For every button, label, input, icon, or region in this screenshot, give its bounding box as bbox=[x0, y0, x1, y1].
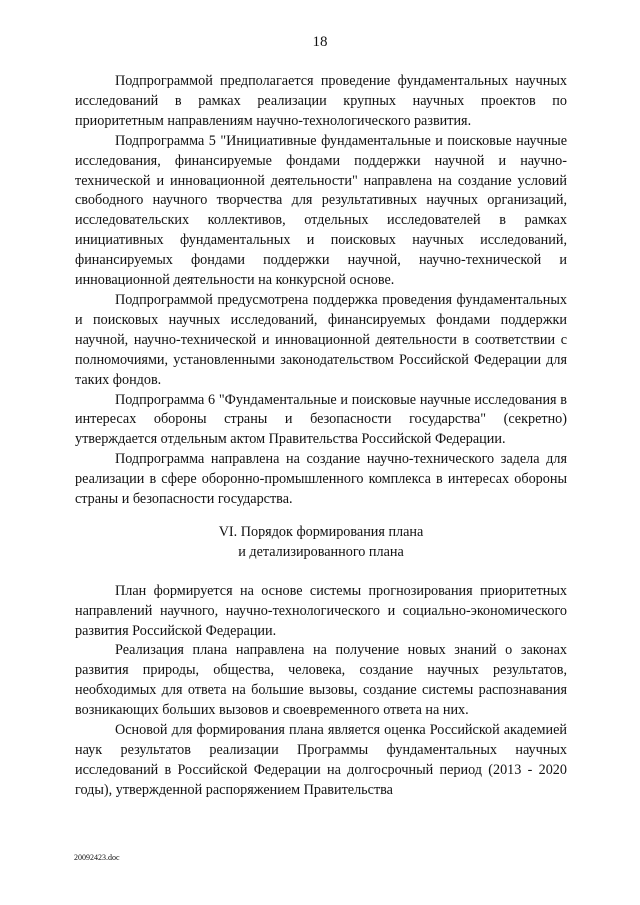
section-heading bbox=[75, 523, 567, 563]
paragraph: Подпрограммой предполагается проведение фундаментальных научных исследований в рамках реализации крупных научных проектов по приоритетным направлениям научно-технологического развития. bbox=[75, 73, 567, 129]
paragraph: Подпрограмма 5 "Инициативные фундаментальные и поисковые научные исследования, финансируемые фондами поддержки научной и научно-технической и инновационной деятельности" направлена на создание условий свободного научного творчества для результативных научных организаций, исследовательских коллективов, отдельных исследователей в рамках инициативных фундаментальных и поисковых научных исследований, финансируемых фондами поддержки научной, научно-технической и инновационной деятельности на конкурсной основе. bbox=[75, 132, 567, 289]
paragraph: Основой для формирования плана является оценка Российской академией наук результатов реализации Программы фундаментальных научных исследований в Российской Федерации на долгосрочный период (2013 - 2020 годы), утвержденной распоряжением Правительства bbox=[75, 722, 567, 798]
footer-filename: 20092423.doc bbox=[74, 853, 120, 862]
paragraph: Подпрограммой предусмотрена поддержка проведения фундаментальных и поисковых научных исследований, финансируемых фондами поддержки научной, научно-технической и инновационной деятельности в соответствии с полномочиями, установленными законодательством Российской Федерации для таких фондов. bbox=[75, 291, 567, 388]
paragraph: Подпрограмма 6 "Фундаментальные и поисковые научные исследования в интересах обороны страны и безопасности государства" (секретно) утверждается отдельным актом Правительства Российской Федерации. bbox=[75, 391, 567, 448]
paragraph: Реализация плана направлена на получение новых знаний о законах развития природы, общества, человека, создание научных результатов, необходимых для ответа на большие вызовы, создание системы распознавания возникающих больших вызовов и своевременного ответа на них. bbox=[75, 642, 567, 719]
section-heading-line: и детализированного плана bbox=[238, 543, 404, 560]
paragraph: План формируется на основе системы прогнозирования приоритетных направлений научного, научно-технологического и социально-экономического развития Российской Федерации. bbox=[75, 582, 567, 639]
paragraph: Подпрограмма направлена на создание научно-технического задела для реализации в сфере оборонно-промышленного комплекса в интересах обороны страны и безопасности государства. bbox=[75, 451, 567, 508]
section-heading-line: VI. Порядок формирования плана bbox=[218, 523, 424, 540]
document-body bbox=[75, 72, 567, 801]
page-number: 18 bbox=[312, 34, 328, 50]
